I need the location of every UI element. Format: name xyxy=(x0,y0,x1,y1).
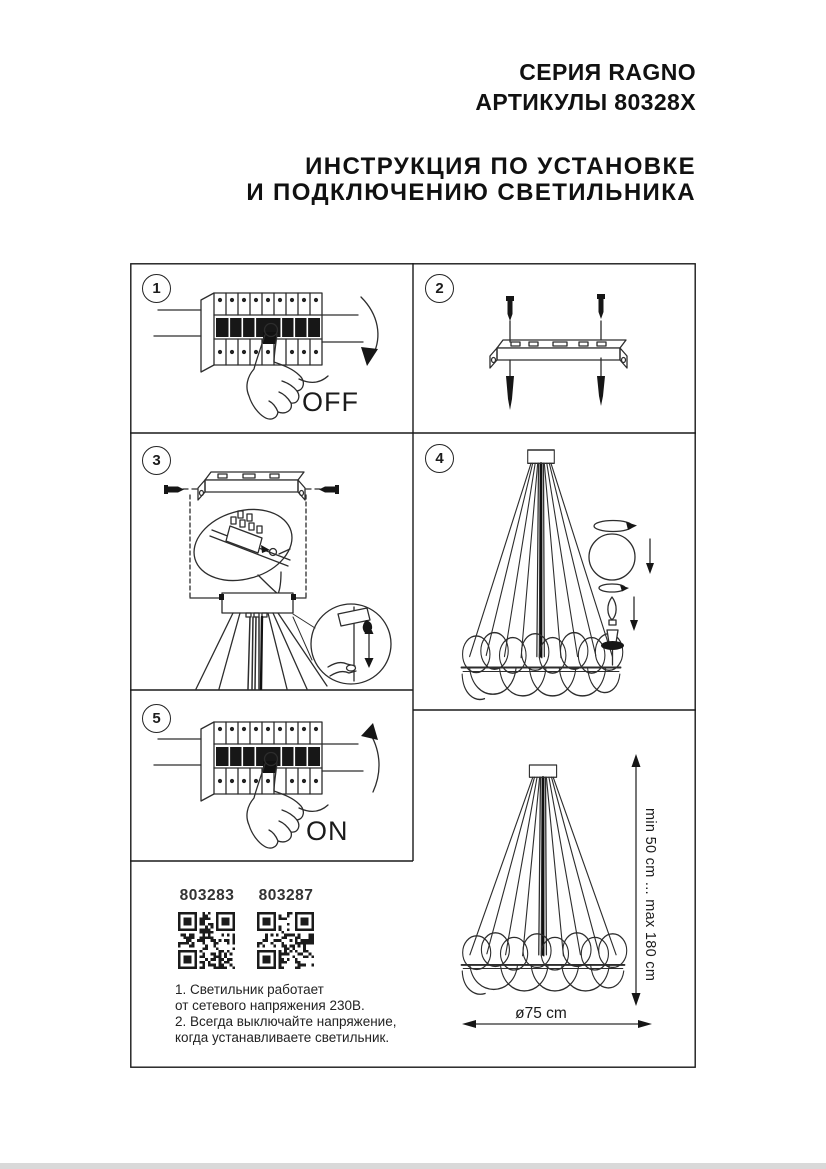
instruction-title-line2: И ПОДКЛЮЧЕНИЮ СВЕТИЛЬНИКА xyxy=(246,179,696,206)
step-5-on-label: ON xyxy=(306,816,349,846)
step-5-panel xyxy=(130,690,413,861)
step-5-number: 5 xyxy=(142,704,171,733)
note-line: от сетевого напряжения 230В. xyxy=(175,998,365,1013)
wall-anchors-icon xyxy=(506,376,605,410)
instruction-title xyxy=(246,154,696,206)
qr-label-left: 803283 xyxy=(179,887,235,904)
safety-notes xyxy=(175,982,400,1046)
step-4-number: 4 xyxy=(425,444,454,473)
step-2-panel xyxy=(413,263,696,433)
height-dimension-line xyxy=(632,754,641,1006)
step-1-number: 1 xyxy=(142,274,171,303)
articles-title: АРТИКУЛЫ 80328X xyxy=(475,89,696,115)
breaker-on-illustration xyxy=(130,690,413,861)
series-title: СЕРИЯ RAGNO xyxy=(519,59,696,85)
qr-code-right xyxy=(257,912,314,969)
bracket-wiring-illustration xyxy=(130,433,413,690)
qr-label-right: 803287 xyxy=(258,887,314,904)
dimensions-panel xyxy=(413,710,696,1068)
globe-install-icons xyxy=(589,521,654,666)
step-1-panel xyxy=(130,263,413,433)
qr-code-left xyxy=(178,912,235,969)
chandelier-assembly-illustration xyxy=(413,433,696,710)
step-3-panel xyxy=(130,433,413,690)
terminal-block-detail xyxy=(186,499,301,594)
note-line: 2. Всегда выключайте напряжение, xyxy=(175,1014,397,1029)
step-1-off-label: OFF xyxy=(302,387,359,417)
diameter-label: ø75 cm xyxy=(515,1005,567,1022)
steps-grid xyxy=(130,263,696,1068)
mounting-bracket-illustration xyxy=(413,263,696,433)
qr-notes-area xyxy=(130,861,413,1068)
cable-lock-detail xyxy=(311,604,391,684)
curved-arrow-up-icon xyxy=(361,723,379,792)
breaker-off-illustration xyxy=(130,263,413,433)
note-line: 1. Светильник работает xyxy=(175,982,324,997)
height-range-label: min 50 cm ... max 180 cm xyxy=(642,808,658,982)
screws-icon xyxy=(506,294,605,321)
step-4-panel xyxy=(413,433,696,710)
instruction-title-line1: ИНСТРУКЦИЯ ПО УСТАНОВКЕ xyxy=(305,153,696,180)
step-2-number: 2 xyxy=(425,274,454,303)
curved-arrow-down-icon xyxy=(361,297,378,366)
step-3-number: 3 xyxy=(142,446,171,475)
note-line: когда устанавливаете светильник. xyxy=(175,1030,390,1045)
page-edge-strip xyxy=(0,1163,826,1169)
document-header xyxy=(246,57,696,206)
